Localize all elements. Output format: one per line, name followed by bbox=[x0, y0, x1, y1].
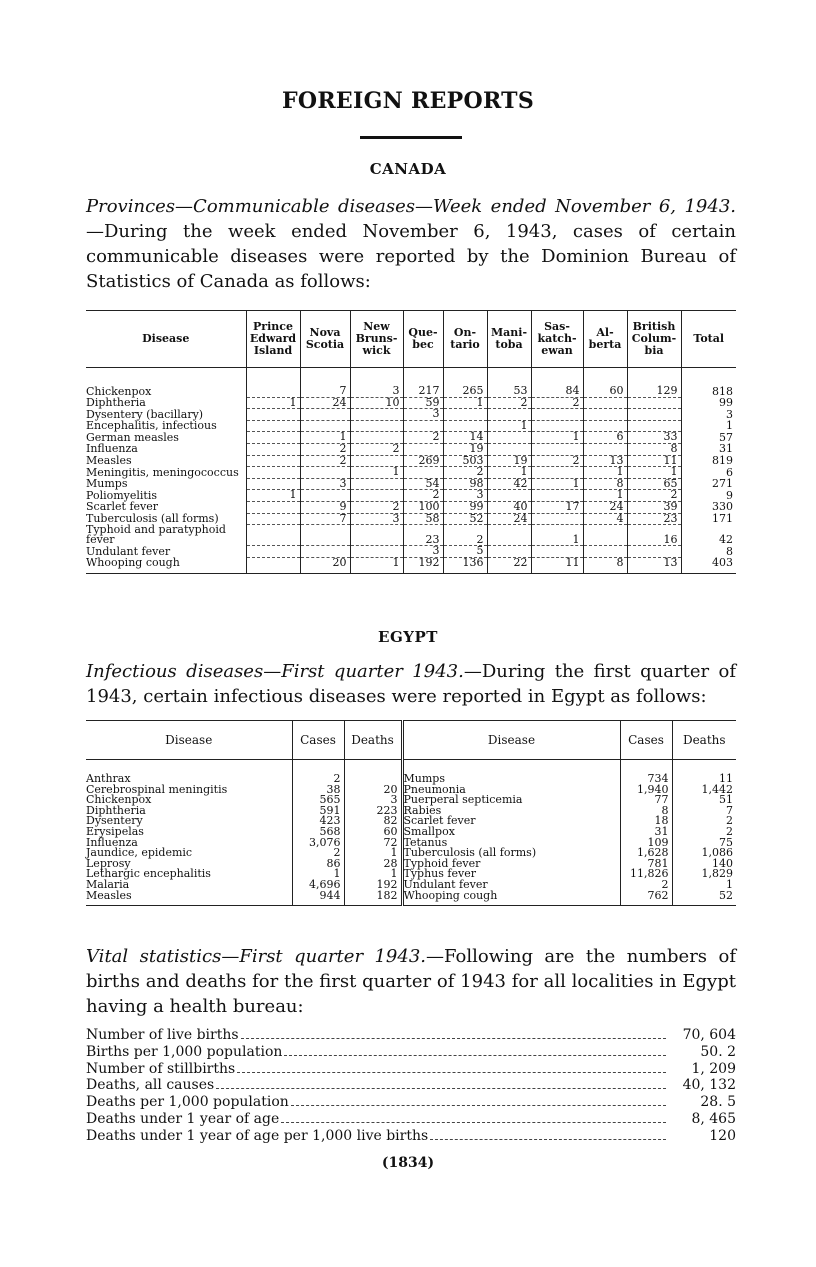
table-cell: 42 bbox=[487, 478, 531, 490]
cases-value: 762 bbox=[620, 891, 672, 906]
table-cell: 1 bbox=[583, 490, 627, 502]
table-row bbox=[86, 432, 736, 444]
page-title: FOREIGN REPORTS bbox=[281, 88, 535, 114]
leader-dots bbox=[430, 1139, 666, 1140]
table-cell: 1 bbox=[531, 432, 583, 444]
title-rule bbox=[360, 136, 462, 139]
table-row bbox=[86, 467, 736, 479]
vital-value: 40, 132 bbox=[682, 1077, 736, 1094]
table-cell bbox=[627, 397, 681, 409]
deaths-value: 140 bbox=[672, 859, 736, 870]
table-cell: 8 bbox=[583, 478, 627, 490]
table-row bbox=[86, 525, 736, 546]
vital-row bbox=[86, 1027, 736, 1044]
table-cell: 52 bbox=[443, 513, 487, 525]
cases-value: 31 bbox=[620, 827, 672, 838]
leader-dots bbox=[284, 1055, 666, 1056]
disease-name: Cerebrospinal meningitis bbox=[86, 782, 228, 796]
disease-name: Leprosy bbox=[86, 856, 131, 870]
table-cell: 100 bbox=[403, 501, 443, 513]
disease-name: Scarlet fever bbox=[402, 816, 620, 827]
canada-intro bbox=[86, 194, 736, 294]
page-number: (1834) bbox=[381, 1155, 435, 1171]
vital-label: Number of stillbirths bbox=[86, 1060, 236, 1077]
disease-name: Diphtheria bbox=[86, 803, 146, 817]
deaths-value: 60 bbox=[344, 827, 402, 838]
table-cell: 3 bbox=[300, 478, 350, 490]
table-cell: 1 bbox=[487, 467, 531, 479]
canada-intro-text: —During the week ended November 6, 1943, cases of certain communicable diseases were reported by the Dominion Bureau of Statistics of Canada as follows: bbox=[86, 221, 736, 292]
vital-label: Deaths per 1,000 population bbox=[86, 1094, 289, 1111]
vital-statistics-list bbox=[86, 1027, 736, 1145]
vital-label: Deaths under 1 year of age bbox=[86, 1110, 280, 1127]
cases-value: 11,826 bbox=[620, 869, 672, 880]
cases-value: 3,076 bbox=[292, 838, 344, 849]
table-cell: 58 bbox=[403, 513, 443, 525]
cases-value: 423 bbox=[292, 816, 344, 827]
disease-name: Meningitis, meningococcus bbox=[86, 465, 239, 479]
table-cell: 3 bbox=[350, 368, 403, 398]
table-row bbox=[86, 443, 736, 455]
table-cell bbox=[246, 501, 300, 513]
table-cell: 65 bbox=[627, 478, 681, 490]
table-cell bbox=[583, 397, 627, 409]
leader-dots bbox=[237, 1072, 666, 1073]
table-cell: 2 bbox=[627, 490, 681, 502]
table-cell: 9 bbox=[681, 490, 736, 502]
table-row bbox=[86, 760, 736, 785]
table-cell: 23 bbox=[403, 525, 443, 546]
cases-value: 944 bbox=[292, 891, 344, 906]
deaths-value: 223 bbox=[344, 806, 402, 817]
disease-name: Jaundice, epidemic bbox=[86, 846, 193, 860]
disease-name: Pneumonia bbox=[402, 785, 620, 796]
vital-value: 70, 604 bbox=[682, 1027, 736, 1043]
disease-name: Poliomyelitis bbox=[86, 488, 158, 502]
cases-value: 86 bbox=[292, 859, 344, 870]
table-cell bbox=[583, 525, 627, 546]
canada-header-row bbox=[86, 311, 736, 368]
table-cell: 2 bbox=[531, 397, 583, 409]
disease-name: Dysentery bbox=[86, 814, 143, 828]
canada-column-header: Al- berta bbox=[583, 311, 627, 368]
deaths-value: 82 bbox=[344, 816, 402, 827]
vital-label: Deaths, all causes bbox=[86, 1077, 215, 1094]
disease-name: Whooping cough bbox=[402, 891, 620, 906]
disease-name: Malaria bbox=[86, 877, 130, 891]
table-cell bbox=[583, 409, 627, 421]
table-cell: 5 bbox=[443, 546, 487, 558]
table-cell: 10 bbox=[350, 397, 403, 409]
cases-value: 77 bbox=[620, 795, 672, 806]
vital-row bbox=[86, 1077, 736, 1094]
table-cell: 84 bbox=[531, 368, 583, 398]
egypt-intro-italic: Infectious diseases—First quarter 1943. bbox=[86, 661, 464, 682]
deaths-value: 1,442 bbox=[672, 785, 736, 796]
table-cell bbox=[246, 432, 300, 444]
disease-name: Influenza bbox=[86, 442, 138, 456]
table-cell: 192 bbox=[403, 557, 443, 573]
egypt-column-header: Cases bbox=[292, 721, 344, 760]
deaths-value: 51 bbox=[672, 795, 736, 806]
disease-name: Measles bbox=[86, 454, 132, 468]
disease-name: Chickenpox bbox=[86, 793, 152, 807]
table-cell bbox=[350, 409, 403, 421]
vital-row bbox=[86, 1044, 736, 1061]
deaths-value: 1,086 bbox=[672, 848, 736, 859]
table-row bbox=[86, 397, 736, 409]
leader-dots bbox=[216, 1088, 666, 1089]
table-cell: 2 bbox=[350, 443, 403, 455]
canada-column-header: Nova Scotia bbox=[300, 311, 350, 368]
disease-name: Rabies bbox=[402, 806, 620, 817]
leader-dots bbox=[291, 1105, 666, 1106]
disease-name: Tuberculosis (all forms) bbox=[402, 848, 620, 859]
table-cell: 16 bbox=[627, 525, 681, 546]
egypt-column-header: Deaths bbox=[672, 721, 736, 760]
disease-name: German measles bbox=[86, 430, 179, 444]
cases-value: 781 bbox=[620, 859, 672, 870]
deaths-value: 1 bbox=[672, 880, 736, 891]
table-cell: 23 bbox=[627, 513, 681, 525]
table-cell: 24 bbox=[487, 513, 531, 525]
deaths-value: 52 bbox=[672, 891, 736, 906]
table-cell bbox=[246, 467, 300, 479]
table-cell: 217 bbox=[403, 368, 443, 398]
table-cell: 503 bbox=[443, 455, 487, 467]
table-cell: 14 bbox=[443, 432, 487, 444]
deaths-value: 28 bbox=[344, 859, 402, 870]
table-cell: 7 bbox=[300, 368, 350, 398]
table-cell bbox=[350, 525, 403, 546]
vital-label: Births per 1,000 population bbox=[86, 1043, 283, 1060]
table-cell bbox=[246, 557, 300, 573]
table-cell: 22 bbox=[487, 557, 531, 573]
table-cell: 1 bbox=[443, 397, 487, 409]
vital-value: 1, 209 bbox=[691, 1060, 736, 1077]
table-cell: 2 bbox=[300, 443, 350, 455]
table-cell: 2 bbox=[403, 490, 443, 502]
table-cell bbox=[487, 432, 531, 444]
table-cell bbox=[531, 409, 583, 421]
vital-value: 120 bbox=[709, 1127, 736, 1144]
deaths-value: 72 bbox=[344, 838, 402, 849]
deaths-value: 1 bbox=[344, 869, 402, 880]
disease-name: Erysipelas bbox=[86, 824, 144, 838]
table-cell: 42 bbox=[681, 525, 736, 546]
vital-intro-text: —Following are the numbers of births and deaths for the first quarter of 1943 for all localities in Egypt having a health bureau: bbox=[86, 946, 736, 1017]
table-cell: 99 bbox=[681, 397, 736, 409]
vital-value: 50. 2 bbox=[700, 1043, 736, 1060]
canada-intro-italic: Provinces—Communicable diseases—Week ended November 6, 1943. bbox=[86, 196, 736, 217]
cases-value: 8 bbox=[620, 806, 672, 817]
cases-value: 734 bbox=[620, 760, 672, 785]
deaths-value: 11 bbox=[672, 760, 736, 785]
canada-heading: CANADA bbox=[369, 160, 447, 178]
table-cell: 24 bbox=[583, 501, 627, 513]
table-cell bbox=[487, 525, 531, 546]
table-cell: 1 bbox=[583, 467, 627, 479]
cases-value: 568 bbox=[292, 827, 344, 838]
table-cell: 6 bbox=[681, 467, 736, 479]
table-cell: 2 bbox=[443, 467, 487, 479]
table-cell: 17 bbox=[531, 501, 583, 513]
table-cell: 59 bbox=[403, 397, 443, 409]
table-row bbox=[86, 490, 736, 502]
table-cell: 24 bbox=[300, 397, 350, 409]
table-cell: 3 bbox=[403, 546, 443, 558]
table-cell: 129 bbox=[627, 368, 681, 398]
disease-name: Puerperal septicemia bbox=[402, 795, 620, 806]
disease-name: Diphtheria bbox=[86, 396, 146, 410]
table-cell: 20 bbox=[300, 557, 350, 573]
disease-name: Whooping cough bbox=[86, 557, 246, 573]
canada-column-header: British Colum- bia bbox=[627, 311, 681, 368]
leader-dots bbox=[241, 1038, 666, 1039]
canada-column-header: Prince Edward Island bbox=[246, 311, 300, 368]
table-cell: 53 bbox=[487, 368, 531, 398]
canada-column-header: On- tario bbox=[443, 311, 487, 368]
egypt-heading: EGYPT bbox=[378, 628, 438, 646]
table-cell: 2 bbox=[300, 455, 350, 467]
table-row bbox=[86, 557, 736, 573]
cases-value: 2 bbox=[292, 848, 344, 859]
disease-name: Typhoid and paratyphoid fever bbox=[86, 522, 226, 547]
disease-name: Encephalitis, infectious bbox=[86, 419, 217, 433]
cases-value: 38 bbox=[292, 785, 344, 796]
table-cell: 2 bbox=[487, 397, 531, 409]
table-cell bbox=[246, 513, 300, 525]
disease-name: Smallpox bbox=[402, 827, 620, 838]
cases-value: 1,940 bbox=[620, 785, 672, 796]
disease-name: Undulant fever bbox=[86, 544, 171, 558]
disease-name: Anthrax bbox=[86, 772, 131, 785]
table-row bbox=[86, 546, 736, 558]
table-cell: 1 bbox=[246, 397, 300, 409]
table-cell: 818 bbox=[681, 368, 736, 398]
canada-column-header: Mani- toba bbox=[487, 311, 531, 368]
table-cell bbox=[246, 455, 300, 467]
vital-intro bbox=[86, 944, 736, 1019]
vital-row bbox=[86, 1111, 736, 1128]
deaths-value: 1,829 bbox=[672, 869, 736, 880]
disease-name: Lethargic encephalitis bbox=[86, 867, 211, 881]
egypt-disease-table bbox=[86, 720, 736, 906]
vital-value: 8, 465 bbox=[691, 1110, 736, 1127]
table-cell: 269 bbox=[403, 455, 443, 467]
cases-value: 1 bbox=[292, 869, 344, 880]
disease-name: Chickenpox bbox=[86, 384, 152, 398]
table-cell: 40 bbox=[487, 501, 531, 513]
table-cell: 54 bbox=[403, 478, 443, 490]
table-cell: 11 bbox=[627, 455, 681, 467]
table-cell: 8 bbox=[583, 557, 627, 573]
leader-dots bbox=[281, 1122, 666, 1123]
table-cell: 1 bbox=[531, 525, 583, 546]
table-cell: 3 bbox=[443, 490, 487, 502]
table-cell: 2 bbox=[443, 525, 487, 546]
table-row bbox=[86, 455, 736, 467]
table-cell: 8 bbox=[627, 443, 681, 455]
table-cell: 99 bbox=[443, 501, 487, 513]
egypt-header-row bbox=[86, 721, 736, 760]
table-cell: 1 bbox=[681, 420, 736, 432]
table-cell: 271 bbox=[681, 478, 736, 490]
disease-name: Dysentery (bacillary) bbox=[86, 407, 204, 421]
canada-column-header: Disease bbox=[86, 311, 246, 368]
deaths-value: 2 bbox=[672, 827, 736, 838]
table-cell: 1 bbox=[350, 557, 403, 573]
deaths-value: 182 bbox=[344, 891, 402, 906]
cases-value: 591 bbox=[292, 806, 344, 817]
vital-row bbox=[86, 1128, 736, 1145]
disease-name: Undulant fever bbox=[402, 880, 620, 891]
table-cell: 4 bbox=[583, 513, 627, 525]
disease-name: Tetanus bbox=[402, 838, 620, 849]
deaths-value: 20 bbox=[344, 785, 402, 796]
egypt-column-header: Cases bbox=[620, 721, 672, 760]
table-cell bbox=[300, 525, 350, 546]
table-cell bbox=[300, 409, 350, 421]
table-cell: 60 bbox=[583, 368, 627, 398]
table-row bbox=[86, 368, 736, 398]
cases-value: 2 bbox=[292, 760, 344, 785]
table-cell: 1 bbox=[246, 490, 300, 502]
table-cell: 2 bbox=[531, 455, 583, 467]
table-cell: 57 bbox=[681, 432, 736, 444]
table-cell: 6 bbox=[583, 432, 627, 444]
disease-name: Typhoid fever bbox=[402, 859, 620, 870]
deaths-value bbox=[344, 760, 402, 785]
table-cell: 2 bbox=[350, 501, 403, 513]
table-cell: 136 bbox=[443, 557, 487, 573]
table-cell: 3 bbox=[350, 513, 403, 525]
table-cell: 3 bbox=[681, 409, 736, 421]
canada-column-header: Que- bec bbox=[403, 311, 443, 368]
deaths-value: 3 bbox=[344, 795, 402, 806]
egypt-column-header: Disease bbox=[86, 721, 292, 760]
vital-label: Deaths under 1 year of age per 1,000 live births bbox=[86, 1127, 429, 1144]
table-cell bbox=[350, 420, 403, 432]
table-row bbox=[86, 420, 736, 432]
table-cell bbox=[246, 525, 300, 546]
table-cell bbox=[443, 409, 487, 421]
table-cell: 7 bbox=[300, 513, 350, 525]
table-cell bbox=[350, 478, 403, 490]
table-cell bbox=[627, 409, 681, 421]
cases-value: 2 bbox=[620, 880, 672, 891]
table-cell: 330 bbox=[681, 501, 736, 513]
disease-name: Scarlet fever bbox=[86, 500, 159, 514]
table-cell: 31 bbox=[681, 443, 736, 455]
table-cell: 2 bbox=[403, 432, 443, 444]
table-cell: 171 bbox=[681, 513, 736, 525]
table-cell: 1 bbox=[627, 467, 681, 479]
disease-name: Tuberculosis (all forms) bbox=[86, 512, 219, 526]
cases-value: 4,696 bbox=[292, 880, 344, 891]
table-cell: 11 bbox=[531, 557, 583, 573]
table-cell bbox=[246, 443, 300, 455]
disease-name: Mumps bbox=[86, 477, 128, 491]
table-cell: 9 bbox=[300, 501, 350, 513]
table-cell bbox=[246, 409, 300, 421]
vital-label: Number of live births bbox=[86, 1027, 239, 1043]
deaths-value: 7 bbox=[672, 806, 736, 817]
table-row bbox=[86, 478, 736, 490]
cases-value: 109 bbox=[620, 838, 672, 849]
egypt-column-header: Disease bbox=[402, 721, 620, 760]
vital-intro-italic: Vital statistics—First quarter 1943. bbox=[86, 946, 427, 967]
table-cell: 33 bbox=[627, 432, 681, 444]
table-cell: 1 bbox=[487, 420, 531, 432]
table-cell: 98 bbox=[443, 478, 487, 490]
disease-name: Influenza bbox=[86, 835, 138, 849]
table-cell: 1 bbox=[300, 432, 350, 444]
egypt-table-body bbox=[86, 760, 736, 906]
table-cell bbox=[531, 513, 583, 525]
vital-row bbox=[86, 1094, 736, 1111]
disease-name: Measles bbox=[86, 891, 292, 906]
table-cell: 13 bbox=[627, 557, 681, 573]
table-cell: 403 bbox=[681, 557, 736, 573]
egypt-intro-text: —During the first quarter of 1943, certain infectious diseases were reported in Egypt as follows: bbox=[86, 661, 736, 707]
table-cell: 265 bbox=[443, 368, 487, 398]
deaths-value: 75 bbox=[672, 838, 736, 849]
deaths-value: 192 bbox=[344, 880, 402, 891]
table-cell: 13 bbox=[583, 455, 627, 467]
table-cell: 39 bbox=[627, 501, 681, 513]
egypt-column-header: Deaths bbox=[344, 721, 402, 760]
canada-table-body bbox=[86, 368, 736, 574]
table-cell: 819 bbox=[681, 455, 736, 467]
table-cell bbox=[246, 420, 300, 432]
cases-value: 18 bbox=[620, 816, 672, 827]
cases-value: 565 bbox=[292, 795, 344, 806]
canada-disease-table bbox=[86, 310, 736, 574]
disease-name: Typhus fever bbox=[402, 869, 620, 880]
canada-column-header: New Bruns- wick bbox=[350, 311, 403, 368]
deaths-value: 2 bbox=[672, 816, 736, 827]
egypt-intro bbox=[86, 659, 736, 709]
table-cell: 1 bbox=[531, 478, 583, 490]
table-cell bbox=[246, 368, 300, 398]
table-cell bbox=[246, 546, 300, 558]
canada-column-header: Sas- katch- ewan bbox=[531, 311, 583, 368]
table-cell: 8 bbox=[681, 546, 736, 558]
table-cell: 19 bbox=[487, 455, 531, 467]
table-cell: 1 bbox=[350, 467, 403, 479]
vital-value: 28. 5 bbox=[700, 1094, 736, 1111]
table-cell: 19 bbox=[443, 443, 487, 455]
deaths-value: 1 bbox=[344, 848, 402, 859]
cases-value: 1,628 bbox=[620, 848, 672, 859]
table-row bbox=[86, 891, 736, 906]
disease-name: Mumps bbox=[402, 760, 620, 785]
table-cell: 3 bbox=[403, 409, 443, 421]
vital-row bbox=[86, 1061, 736, 1078]
canada-column-header: Total bbox=[681, 311, 736, 368]
